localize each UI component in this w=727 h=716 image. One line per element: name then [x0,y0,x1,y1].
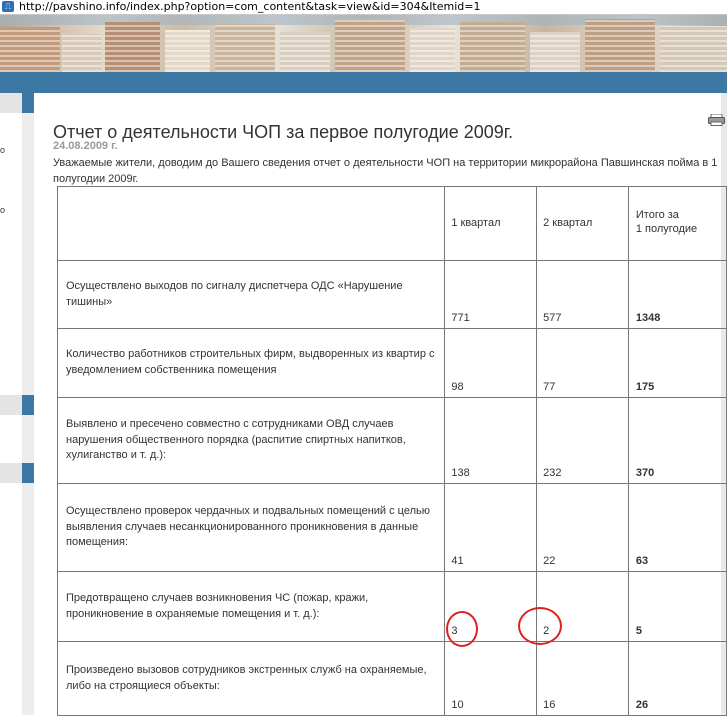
row-label: Количество работников строительных фирм, выдворенных из квартир с уведомлением собственника помещения [58,329,445,398]
total-cell: 370 [628,398,726,484]
total-cell: 63 [628,484,726,572]
row-label: Предотвращено случаев возникновения ЧС (пожар, кражи, проникновение в охраняемые помещения и т. д.): [58,572,445,642]
table-row [58,484,727,572]
q2-cell: 77 [537,329,629,398]
print-icon[interactable] [708,114,725,126]
sidebar-header-block [0,93,34,113]
url-text[interactable]: http://pavshino.info/index.php?option=com_content&task=view&id=304&Itemid=1 [19,0,481,13]
header-cell: 2 квартал [537,187,629,261]
q1-cell: 41 [445,484,537,572]
article-date: 24.08.2009 г. [53,140,118,152]
article-intro: Уважаемые жители, доводим до Вашего сведения отчет о деятельности ЧОП на территории микрорайона Павшинская пойма в 1 полугодии 2009г. [53,157,718,185]
top-nav-bar [0,72,727,93]
header-cell: Итого за 1 полугодие [628,187,726,261]
red-annotation-circle [446,611,478,647]
header-cell: 1 квартал [445,187,537,261]
header-banner-image [0,15,727,72]
row-label: Осуществлено проверок чердачных и подвальных помещений с целью выявления случаев несанкционированного проникновения в данные помещения: [58,484,445,572]
q2-cell: 22 [537,484,629,572]
sidebar-header-block [0,395,34,415]
q1-cell: 138 [445,398,537,484]
site-favicon-icon: ⎍ [2,1,14,12]
q2-cell: 577 [537,261,629,329]
q2-cell: 232 [537,398,629,484]
total-cell: 26 [628,642,726,716]
q2-cell: 16 [537,642,629,716]
table-row [58,642,727,716]
row-label: Произведено вызовов сотрудников экстренных служб на охраняемые, либо на строящиеся объекты: [58,642,445,716]
q1-cell: 10 [445,642,537,716]
table-header-row [58,187,727,261]
table-row [58,572,727,642]
total-cell: 175 [628,329,726,398]
row-label: Осуществлено выходов по сигналу диспетчера ОДС «Нарушение тишины» [58,261,445,329]
table-row [58,329,727,398]
report-table [57,186,727,716]
row-label: Выявлено и пресечено совместно с сотрудниками ОВД случаев нарушения общественного порядка (распитие спиртных напитков, хулиганство и т. д.): [58,398,445,484]
total-cell: 5 [628,572,726,642]
sidebar-header-block [0,463,34,483]
table-row [58,398,727,484]
sidebar-text-fragment: о [0,205,6,215]
q1-cell: 3 [445,572,537,642]
sidebar-text-fragment: о [0,145,6,155]
q1-cell: 98 [445,329,537,398]
total-cell: 1348 [628,261,726,329]
article-title: Отчет о деятельности ЧОП за первое полугодие 2009г. [53,122,514,143]
header-cell [58,187,445,261]
q1-cell: 771 [445,261,537,329]
table-row [58,261,727,329]
q2-cell: 2 [537,572,629,642]
red-annotation-circle [518,607,562,645]
address-bar[interactable] [0,0,727,15]
